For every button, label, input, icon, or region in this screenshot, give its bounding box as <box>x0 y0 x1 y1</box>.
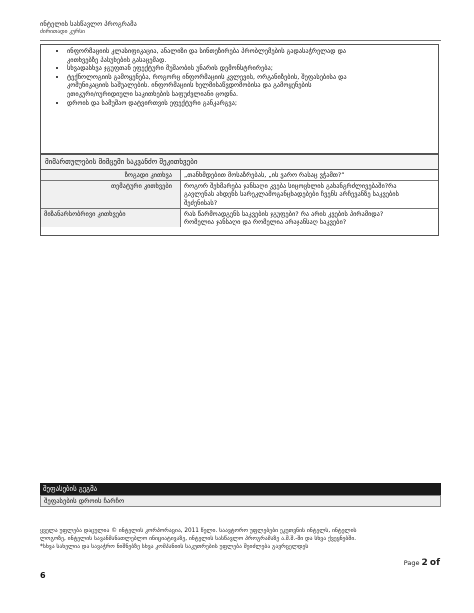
table-row <box>41 181 438 209</box>
question-label: თემატური კითხვები <box>41 181 181 209</box>
assessment-plan-heading: შეფასების გეგმა <box>40 483 441 495</box>
table-row <box>41 170 438 181</box>
skills-box <box>40 44 439 154</box>
key-questions-table <box>41 170 438 227</box>
assessment-timeline-heading: შეფასების დროის ჩარჩო <box>40 495 441 507</box>
question-label: ზოგადი კითხვა <box>41 170 181 181</box>
header-program-title: ინტელის სასწავლო პროგრამა <box>40 20 137 28</box>
question-label: მიზანარსობრივი კითხვები <box>41 208 181 227</box>
question-text: „თანხმდებით მოსაზრებას, „ის ვარო რასაც ვჭამთ?” <box>184 171 345 179</box>
list-item: • ტექნოლოგიის გამოყენება, როგორც ინფორმაციის კვლევის, ორგანიზების, შეფასებისა და კომუნიკაციის საშუალების. ინფორმაციის ხელმისაწვდომობისა და გამოყენების ეთიკური/იურიდიული საკითხების საფუძვლიანი ცოდნა. <box>67 73 432 99</box>
key-questions-box <box>40 154 439 236</box>
question-text: როგორ შეხმარება ჯანსაღი კვება სიცოცხლის გახანგრძლივებაში?რა გავლენას ახდენს სარეკლამოგანცხადებები ჩვენს არჩევანზე საკვების შეძენისას? <box>181 181 439 209</box>
page-indicator: Page 2 of <box>403 558 440 568</box>
question-text: რას წარმოადგენს საკვების ჯგუფები? რა არის კვების პირამიდა? რომელია ჯანსაღი და რომელია არაჯანსაღ საკვები? <box>181 208 439 227</box>
header-divider <box>40 40 441 41</box>
list-item: • დროის და სამუშაო დატვირთვის ეფექტური განკარგვა; <box>67 99 432 108</box>
list-item: • სხვადასხვა ჯგუფთან ეფექტური მუშაობის უნარის დემონსტრირება; <box>67 64 432 73</box>
table-row <box>41 208 438 227</box>
page-header <box>40 20 440 36</box>
skills-list <box>41 45 438 107</box>
page-number: 6 <box>40 571 46 580</box>
key-questions-title: მიმართულების მიმცემი საკვანძო შეკითხვები <box>41 155 438 170</box>
list-item: • ინფორმაციის კლასიფიკაცია, ანალიზი და სინთეზირება პრობლემების გადასაჭრელად და კითხვებზე პასუხების გასაცემად. <box>67 47 432 64</box>
copyright-footer: ყველა უფლება დაცულია © ინტელის კორპორაცია, 2011 წელი. საავტორო უფლებები ეკუთვნის ინტელს, ინტელის ლოგოზე, ინტელის სავანმანათლებლო ინიციატივაზე, ინტელის სასწავლო პროგრამაზე ა.შ.შ.-ში და სხვა ქვეყნებში. *სხვა სახელია და სავაჭრო ნიშნებზე სხვა კომპანიის საკუთრების უფლება შეიძლება გავრცელდეს <box>40 528 357 550</box>
header-course-title: ძირითადი კურსი <box>40 29 86 35</box>
